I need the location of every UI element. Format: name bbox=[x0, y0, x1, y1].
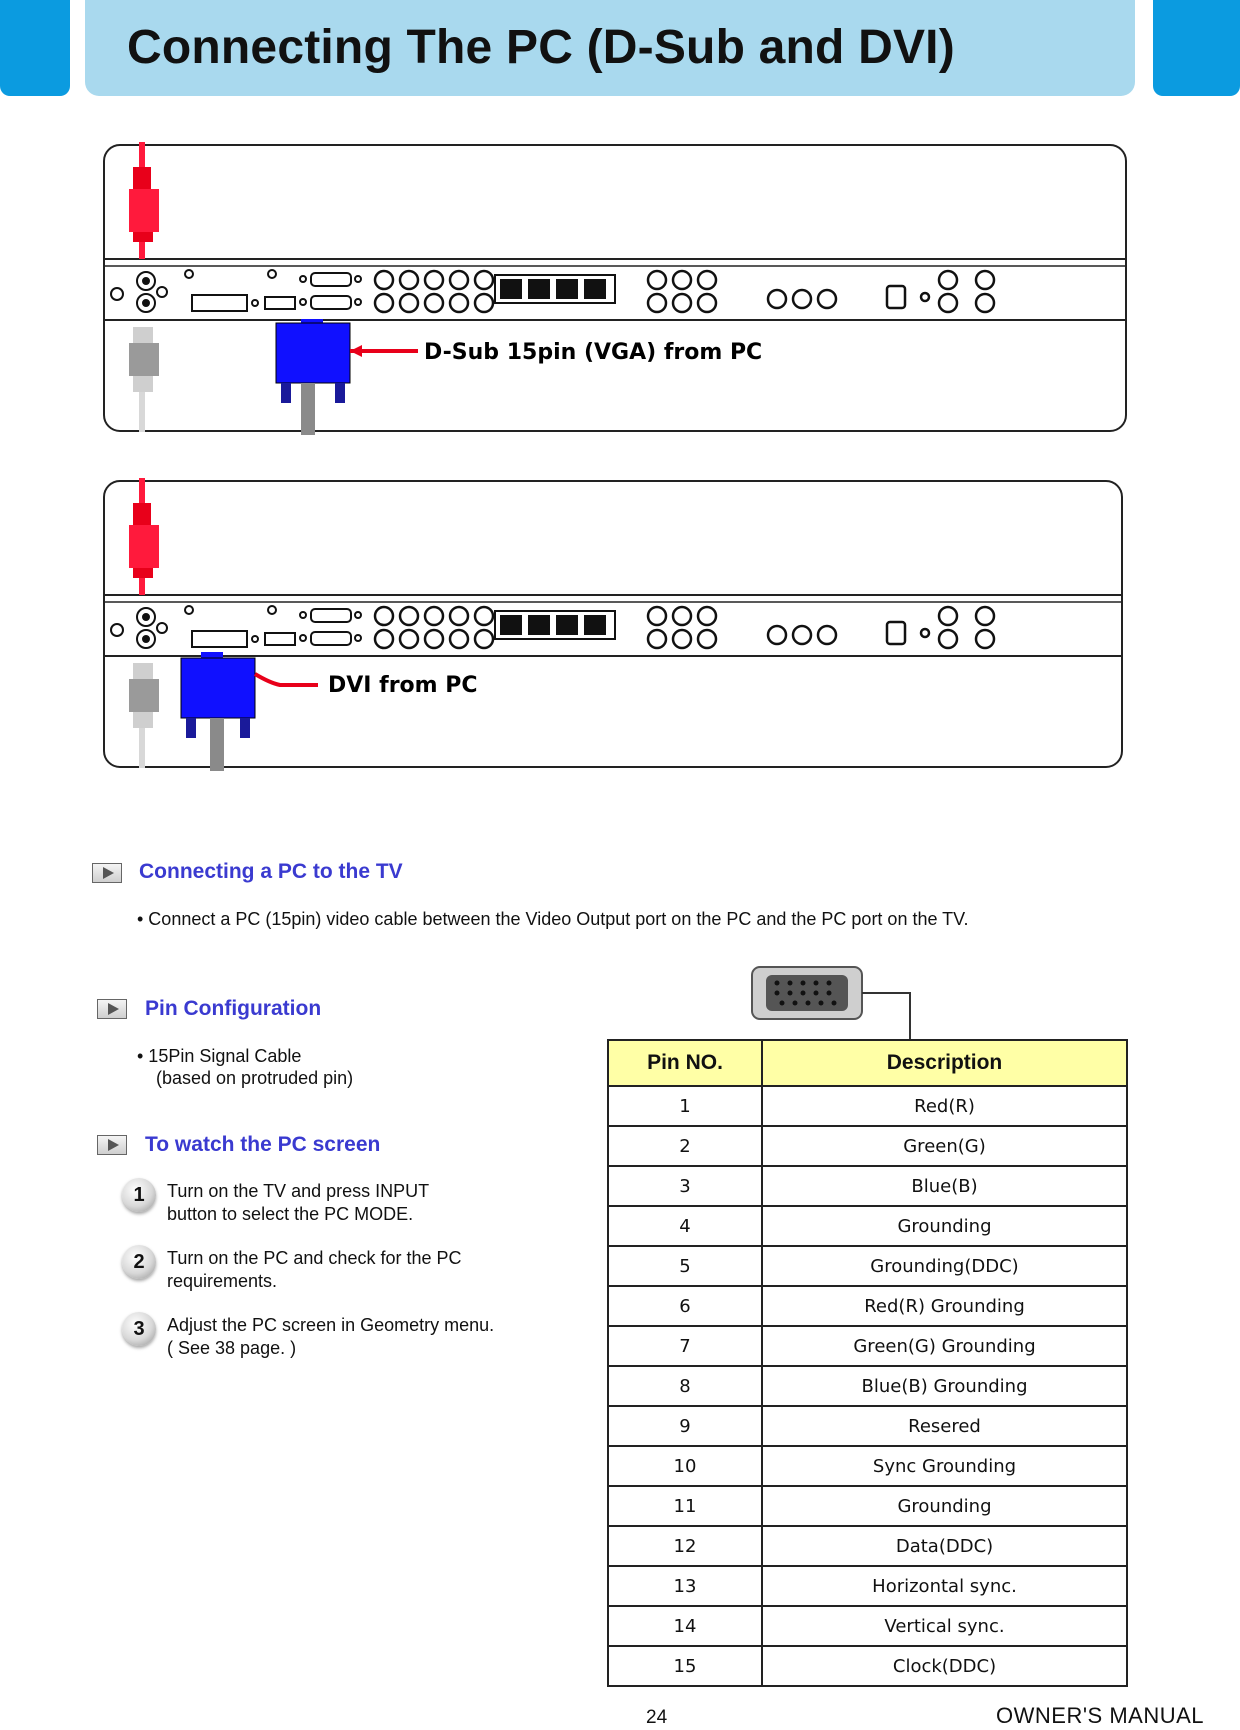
footer-manual-label: OWNER'S MANUAL bbox=[996, 1703, 1204, 1728]
pin-description: Data(DDC) bbox=[762, 1526, 1127, 1566]
section-arrow-icon bbox=[97, 1135, 127, 1155]
dvi-callout-label: DVI from PC bbox=[328, 673, 478, 698]
section-arrow-icon bbox=[92, 863, 122, 883]
pin-description: Grounding bbox=[762, 1486, 1127, 1526]
table-row bbox=[608, 1446, 1127, 1486]
table-row bbox=[608, 1246, 1127, 1286]
step-2-line1: Turn on the PC and check for the PC bbox=[167, 1248, 462, 1268]
pin-number: 11 bbox=[608, 1486, 762, 1526]
pin-description: Red(R) bbox=[762, 1086, 1127, 1126]
step-1-badge: 1 bbox=[122, 1178, 156, 1212]
pin-number: 8 bbox=[608, 1366, 762, 1406]
pin-config-line1: • 15Pin Signal Cable bbox=[137, 1046, 302, 1066]
step-3-badge: 3 bbox=[122, 1312, 156, 1346]
table-row bbox=[608, 1166, 1127, 1206]
pin-number: 2 bbox=[608, 1126, 762, 1166]
pin-number: 9 bbox=[608, 1406, 762, 1446]
pin-description: Sync Grounding bbox=[762, 1446, 1127, 1486]
pin-number: 1 bbox=[608, 1086, 762, 1126]
pin-config-line2: (based on protruded pin) bbox=[156, 1068, 354, 1088]
table-row bbox=[608, 1366, 1127, 1406]
step-2-badge: 2 bbox=[122, 1245, 156, 1279]
pin-description: Horizontal sync. bbox=[762, 1566, 1127, 1606]
step-3-line1: Adjust the PC screen in Geometry menu. bbox=[167, 1315, 495, 1335]
page-title: Connecting The PC (D-Sub and DVI) bbox=[127, 21, 955, 74]
step-1-line2: button to select the PC MODE. bbox=[167, 1204, 414, 1224]
section-arrow-icon bbox=[97, 999, 127, 1019]
pin-number: 10 bbox=[608, 1446, 762, 1486]
table-row bbox=[608, 1606, 1127, 1646]
pin-description: Red(R) Grounding bbox=[762, 1286, 1127, 1326]
pin-number: 14 bbox=[608, 1606, 762, 1646]
page-number: 24 bbox=[646, 1707, 668, 1728]
table-header-row bbox=[608, 1040, 1127, 1086]
pin-description: Resered bbox=[762, 1406, 1127, 1446]
table-row bbox=[608, 1126, 1127, 1166]
dsub-callout-label: D-Sub 15pin (VGA) from PC bbox=[424, 340, 763, 365]
pin-number: 5 bbox=[608, 1246, 762, 1286]
table-row bbox=[608, 1086, 1127, 1126]
table-row bbox=[608, 1566, 1127, 1606]
header-tab-right bbox=[1153, 0, 1240, 96]
pin-description: Green(G) bbox=[762, 1126, 1127, 1166]
pin-description: Grounding bbox=[762, 1206, 1127, 1246]
tv-back-panel-illustration bbox=[100, 142, 1130, 437]
table-row bbox=[608, 1206, 1127, 1246]
pin-description: Green(G) Grounding bbox=[762, 1326, 1127, 1366]
header-tab-left bbox=[0, 0, 70, 96]
dsub-connector-icon bbox=[742, 961, 982, 1041]
table-row bbox=[608, 1526, 1127, 1566]
pin-number: 12 bbox=[608, 1526, 762, 1566]
pin-number: 13 bbox=[608, 1566, 762, 1606]
dvi-connection-diagram bbox=[100, 478, 1130, 773]
table-row bbox=[608, 1406, 1127, 1446]
table-row bbox=[608, 1286, 1127, 1326]
pin-number: 4 bbox=[608, 1206, 762, 1246]
pin-description: Vertical sync. bbox=[762, 1606, 1127, 1646]
pin-number: 7 bbox=[608, 1326, 762, 1366]
pin-description: Grounding(DDC) bbox=[762, 1246, 1127, 1286]
table-row bbox=[608, 1646, 1127, 1686]
section-title-connecting: Connecting a PC to the TV bbox=[139, 860, 403, 883]
step-1-line1: Turn on the TV and press INPUT bbox=[167, 1181, 430, 1201]
column-header-pin: Pin NO. bbox=[608, 1040, 762, 1086]
dsub-connection-diagram bbox=[100, 142, 1130, 437]
step-3-line2: ( See 38 page. ) bbox=[167, 1338, 297, 1358]
pin-number: 6 bbox=[608, 1286, 762, 1326]
step-2-line2: requirements. bbox=[167, 1271, 278, 1291]
pin-description: Blue(B) Grounding bbox=[762, 1366, 1127, 1406]
pin-number: 15 bbox=[608, 1646, 762, 1686]
column-header-description: Description bbox=[762, 1040, 1127, 1086]
pin-configuration-table bbox=[607, 1039, 1128, 1687]
connecting-instruction: • Connect a PC (15pin) video cable between the Video Output port on the PC and the PC port on the TV. bbox=[137, 909, 969, 929]
section-title-watch: To watch the PC screen bbox=[145, 1133, 381, 1156]
table-row bbox=[608, 1486, 1127, 1526]
pin-number: 3 bbox=[608, 1166, 762, 1206]
pin-description: Clock(DDC) bbox=[762, 1646, 1127, 1686]
table-row bbox=[608, 1326, 1127, 1366]
tv-back-panel-illustration-dvi bbox=[100, 478, 1130, 773]
pin-description: Blue(B) bbox=[762, 1166, 1127, 1206]
section-title-pin-config: Pin Configuration bbox=[145, 997, 322, 1020]
